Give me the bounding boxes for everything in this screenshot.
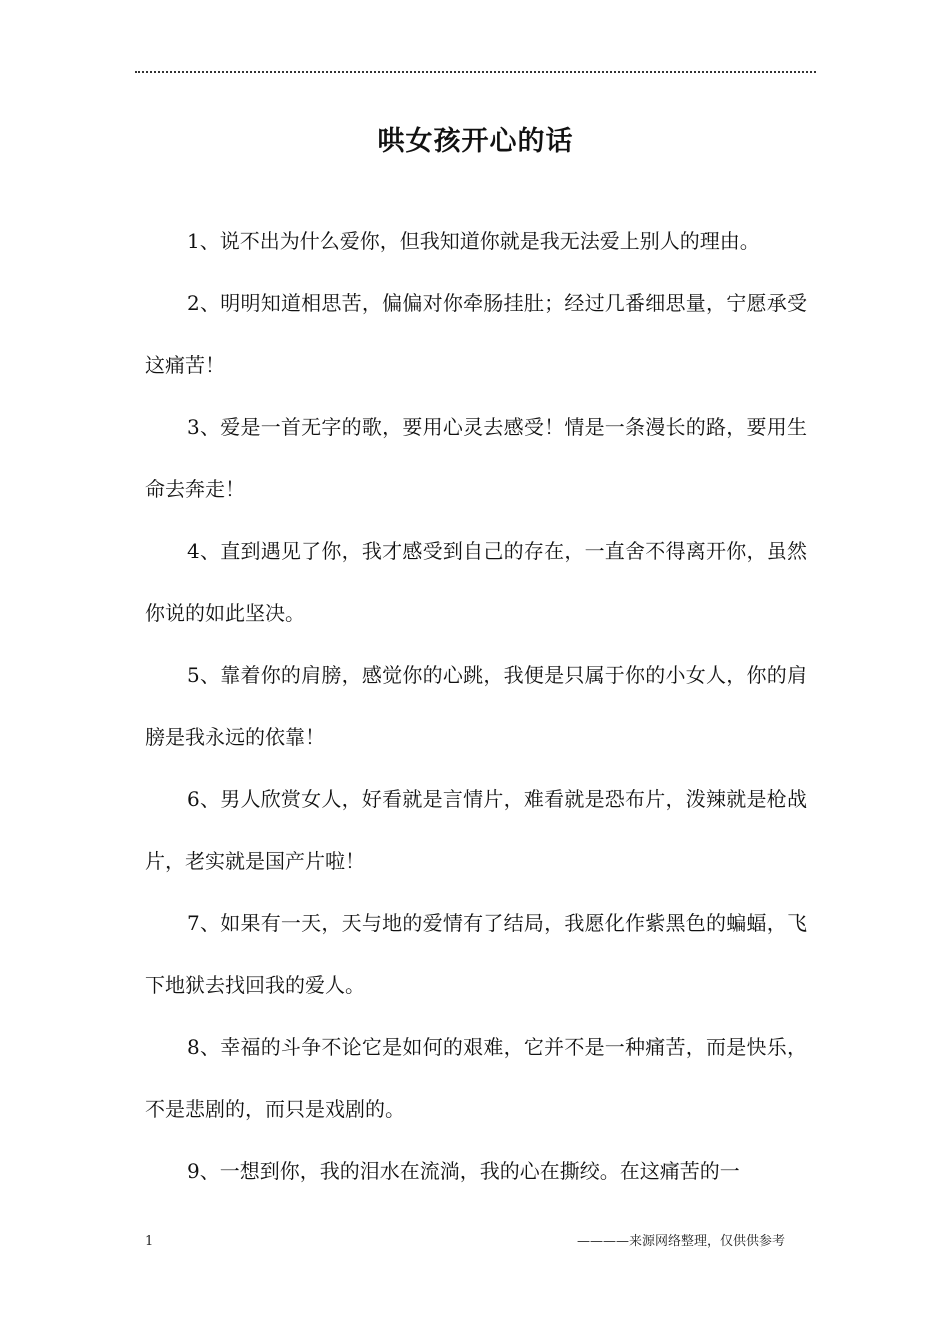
document-body <box>145 210 807 1202</box>
paragraph: 2、明明知道相思苦，偏偏对你牵肠挂肚；经过几番细思量，宁愿承受这痛苦！ <box>145 291 807 377</box>
paragraph: 6、男人欣赏女人，好看就是言情片，难看就是恐布片，泼辣就是枪战片，老实就是国产片啦！ <box>145 787 807 873</box>
paragraph: 3、爱是一首无字的歌，要用心灵去感受！情是一条漫长的路，要用生命去奔走！ <box>145 415 807 501</box>
page-number: 1 <box>145 1234 154 1249</box>
paragraph: 5、靠着你的肩膀，感觉你的心跳，我便是只属于你的小女人，你的肩膀是我永远的依靠！ <box>145 663 807 749</box>
paragraph: 1、说不出为什么爱你，但我知道你就是我无法爱上别人的理由。 <box>187 229 760 253</box>
document-title: 哄女孩开心的话 <box>377 126 574 157</box>
paragraph: 8、幸福的斗争不论它是如何的艰难，它并不是一种痛苦，而是快乐，不是悲剧的，而只是戏剧的。 <box>145 1035 807 1121</box>
paragraph: 7、如果有一天，天与地的爱情有了结局，我愿化作紫黑色的蝙蝠，飞下地狱去找回我的爱人。 <box>145 911 807 997</box>
header-dotted-rule <box>135 71 816 73</box>
source-note: ————来源网络整理，仅供供参考 <box>576 1234 785 1249</box>
paragraph: 4、直到遇见了你，我才感受到自己的存在，一直舍不得离开你，虽然你说的如此坚决。 <box>145 539 807 625</box>
paragraph: 9、一想到你，我的泪水在流淌，我的心在撕绞。在这痛苦的一 <box>187 1159 740 1183</box>
